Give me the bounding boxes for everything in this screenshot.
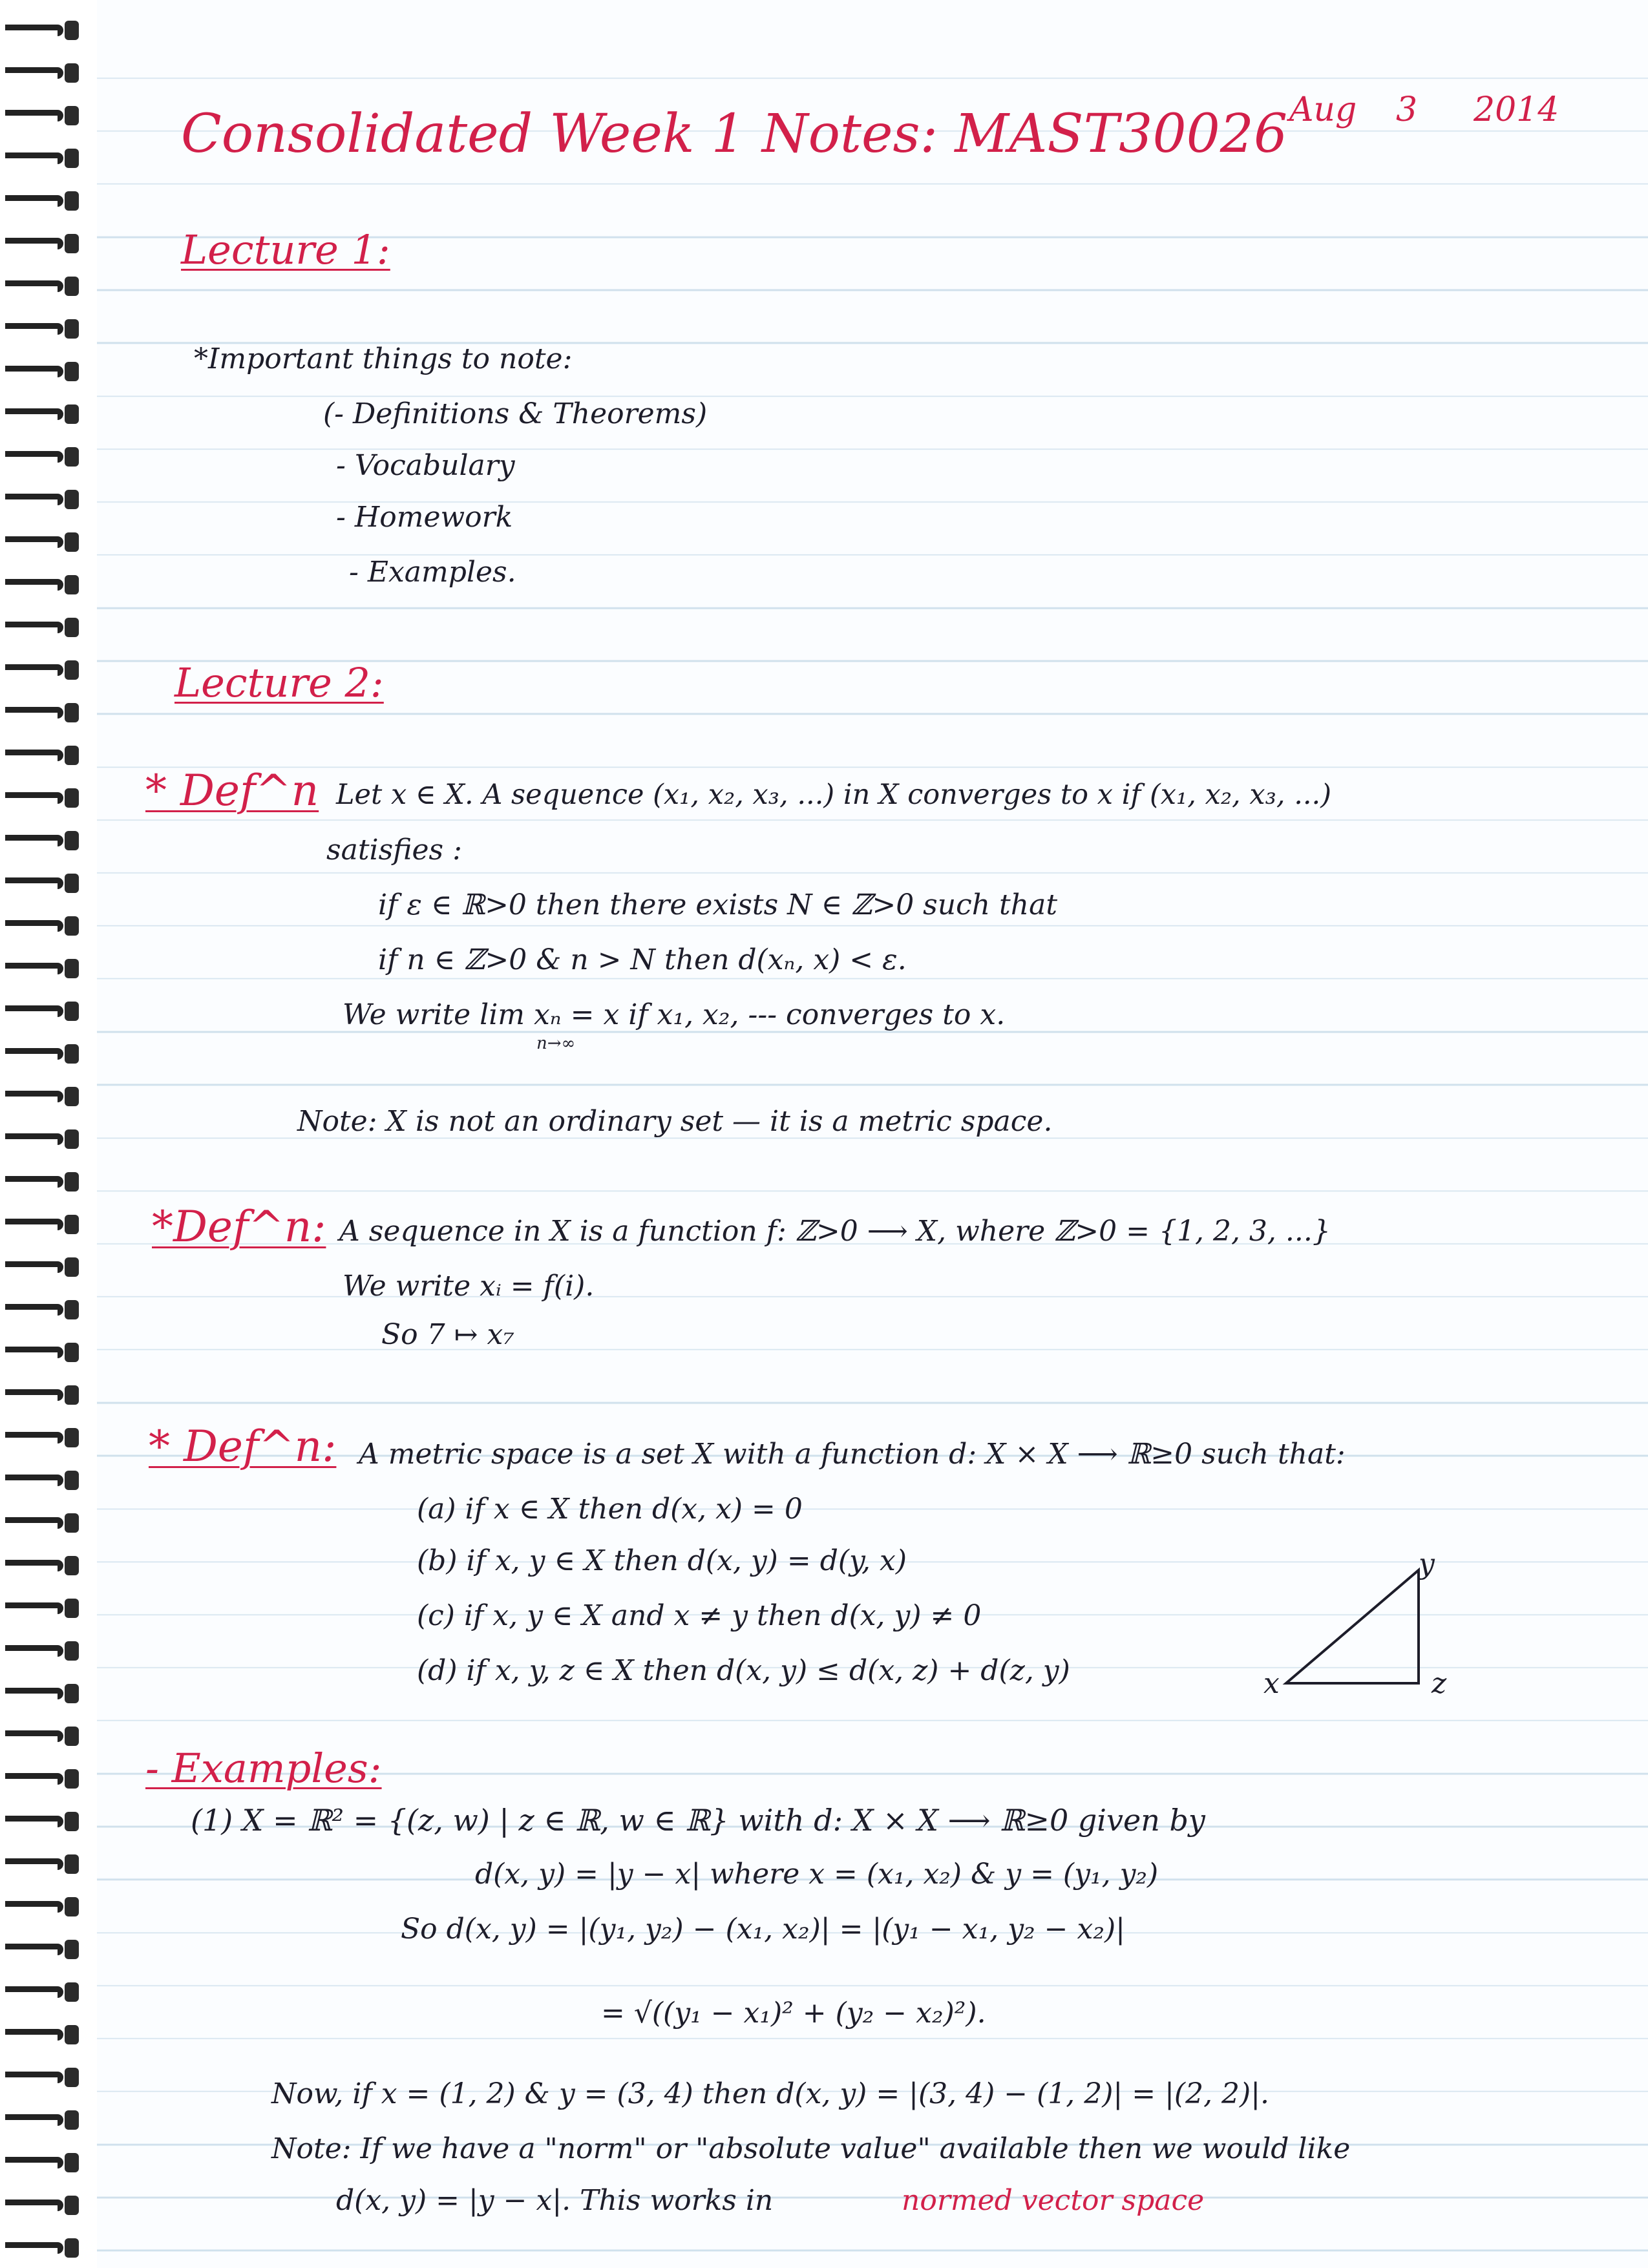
limit-subscript: n→∞ (536, 1034, 576, 1053)
punch-hole (65, 1343, 79, 1362)
coil-wire (5, 664, 63, 676)
coil-wire (5, 25, 63, 36)
punch-hole (65, 2153, 79, 2172)
def2-line: A sequence in X is a function f: ℤ>0 ⟶ X, where ℤ>0 = {1, 2, 3, ...} (339, 1215, 1331, 1248)
def1-line: if n ∈ ℤ>0 & n > N then d(xₙ, x) < ε. (378, 943, 907, 976)
coil-wire (5, 2157, 63, 2168)
coil-wire (5, 280, 63, 292)
punch-hole (65, 575, 79, 594)
punch-hole (65, 21, 79, 40)
coil-wire (5, 1944, 63, 1955)
examples-heading: - Examples: (145, 1745, 382, 1792)
coil-wire (5, 2114, 63, 2126)
triangle-label-y: y (1419, 1548, 1435, 1580)
spiral-coil (5, 1256, 76, 1278)
coil-wire (5, 963, 63, 974)
coil-wire (5, 2029, 63, 2041)
punch-hole (65, 746, 79, 765)
spiral-coil (5, 659, 76, 681)
spiral-coil (5, 1981, 76, 2003)
coil-wire (5, 920, 63, 932)
punch-hole (65, 831, 79, 850)
coil-wire (5, 238, 63, 249)
coil-wire (5, 1475, 63, 1486)
punch-hole (65, 1854, 79, 1874)
def3-line: A metric space is a set X with a function d: X × X ⟶ ℝ≥0 such that: (359, 1438, 1346, 1471)
def1-line: Let x ∈ X. A sequence (x₁, x₂, x₃, ...) in X converges to x if (x₁, x₂, x₃, ...) (336, 779, 1332, 811)
spiral-coil (5, 1597, 76, 1619)
punch-hole (65, 1556, 79, 1575)
punch-hole (65, 1385, 79, 1405)
spiral-coil (5, 446, 76, 468)
punch-hole (65, 1044, 79, 1064)
coil-wire (5, 1986, 63, 1998)
spiral-coil (5, 830, 76, 852)
spiral-coil (5, 403, 76, 425)
coil-wire (5, 110, 63, 121)
punch-hole (65, 1257, 79, 1277)
example-line: d(x, y) = |y − x|. This works in (336, 2184, 774, 2217)
punch-hole (65, 1471, 79, 1490)
spiral-coil (5, 1555, 76, 1577)
punch-hole (65, 959, 79, 978)
spiral-coil (5, 2152, 76, 2174)
spiral-coil (5, 744, 76, 766)
coil-wire (5, 1645, 63, 1657)
punch-hole (65, 106, 79, 125)
spiral-coil (5, 702, 76, 724)
punch-hole (65, 1599, 79, 1618)
punch-hole (65, 490, 79, 509)
punch-hole (65, 1087, 79, 1106)
coil-wire (5, 1730, 63, 1742)
coil-wire (5, 877, 63, 889)
example-line: Now, if x = (1, 2) & y = (3, 4) then d(x, y) = |(3, 4) − (1, 2)| = |(2, 2)|. (271, 2077, 1270, 2110)
punch-hole (65, 2068, 79, 2087)
coil-wire (5, 536, 63, 548)
spiral-coil (5, 1427, 76, 1449)
def3-line: (d) if x, y, z ∈ X then d(x, y) ≤ d(x, z) + d(z, y) (417, 1654, 1070, 1687)
coil-wire (5, 1176, 63, 1188)
coil-wire (5, 1816, 63, 1827)
coil-wire (5, 67, 63, 79)
coil-wire (5, 1560, 63, 1571)
def2-line: So 7 ↦ x₇ (381, 1318, 514, 1351)
coil-wire (5, 1901, 63, 1913)
important-note: *Important things to note: (194, 342, 573, 375)
punch-hole (65, 1684, 79, 1703)
spiral-coil (5, 787, 76, 809)
spiral-coil (5, 616, 76, 638)
punch-hole (65, 788, 79, 808)
lecture2-heading: Lecture 2: (174, 659, 384, 706)
normed-vector-space-phrase: normed vector space (902, 2184, 1205, 2217)
coil-wire (5, 1091, 63, 1102)
coil-wire (5, 1602, 63, 1614)
spiral-coil (5, 1086, 76, 1108)
spiral-coil (5, 62, 76, 84)
punch-hole (65, 1172, 79, 1192)
punch-hole (65, 2238, 79, 2258)
def1-line: satisfies : (326, 834, 462, 866)
coil-wire (5, 622, 63, 633)
spiral-coil (5, 1043, 76, 1065)
coil-wire (5, 2072, 63, 2083)
punch-hole (65, 2110, 79, 2130)
spiral-coil (5, 2024, 76, 2046)
lecture1-heading: Lecture 1: (181, 226, 390, 273)
spiral-coil (5, 531, 76, 553)
spiral-coil (5, 147, 76, 169)
triangle-label-x: x (1263, 1667, 1280, 1700)
punch-hole (65, 916, 79, 936)
punch-hole (65, 404, 79, 424)
spiral-coil (5, 1171, 76, 1193)
def3-line: (c) if x, y ∈ X and x ≠ y then d(x, y) ≠ 0 (417, 1599, 982, 1632)
punch-hole (65, 1428, 79, 1447)
punch-hole (65, 63, 79, 83)
spiral-coil (5, 1896, 76, 1918)
coil-wire (5, 494, 63, 505)
spiral-binding (0, 0, 97, 2268)
definition1-label: * Def^n (145, 766, 319, 815)
date-day: 3 (1396, 90, 1418, 129)
coil-wire (5, 579, 63, 591)
punch-hole (65, 2025, 79, 2044)
date-month: Aug (1289, 90, 1357, 129)
punch-hole (65, 234, 79, 253)
spiral-coil (5, 872, 76, 894)
punch-hole (65, 874, 79, 893)
example-line: (1) X = ℝ² = {(z, w) | z ∈ ℝ, w ∈ ℝ} with d: X × X ⟶ ℝ≥0 given by (191, 1803, 1205, 1838)
example-line: = √((y₁ − x₁)² + (y₂ − x₂)²). (601, 1997, 986, 2030)
coil-wire (5, 1432, 63, 1444)
spiral-coil (5, 1938, 76, 1960)
coil-wire (5, 366, 63, 377)
spiral-coil (5, 488, 76, 510)
coil-wire (5, 1005, 63, 1017)
spiral-coil (5, 2066, 76, 2088)
coil-wire (5, 1347, 63, 1358)
example-line: d(x, y) = |y − x| where x = (x₁, x₂) & y = (y₁, y₂) (475, 1858, 1159, 1891)
punch-hole (65, 362, 79, 381)
coil-wire (5, 1517, 63, 1529)
punch-hole (65, 1129, 79, 1149)
lecture1-item: (- Definitions & Theorems) (323, 397, 708, 430)
coil-wire (5, 152, 63, 164)
punch-hole (65, 149, 79, 168)
date-year: 2014 (1474, 90, 1559, 129)
spiral-coil (5, 1384, 76, 1406)
coil-wire (5, 1858, 63, 1870)
coil-wire (5, 1773, 63, 1785)
coil-wire (5, 2200, 63, 2211)
spiral-coil (5, 1768, 76, 1790)
spiral-coil (5, 1512, 76, 1534)
lecture1-item: - Examples. (349, 556, 516, 589)
example-note: Note: If we have a "norm" or "absolute value" available then we would like (271, 2132, 1351, 2165)
coil-wire (5, 1048, 63, 1060)
spiral-coil (5, 574, 76, 596)
coil-wire (5, 835, 63, 846)
spiral-coil (5, 1000, 76, 1022)
spiral-coil (5, 105, 76, 127)
spiral-coil (5, 1640, 76, 1662)
punch-hole (65, 1215, 79, 1234)
punch-hole (65, 660, 79, 680)
coil-wire (5, 792, 63, 804)
def3-line: (b) if x, y ∈ X then d(x, y) = d(y, x) (417, 1544, 907, 1577)
lecture1-item: - Vocabulary (336, 449, 515, 482)
spiral-coil (5, 275, 76, 297)
coil-wire (5, 1219, 63, 1230)
punch-hole (65, 618, 79, 637)
punch-hole (65, 277, 79, 296)
coil-wire (5, 2242, 63, 2254)
spiral-coil (5, 190, 76, 212)
def1-note: Note: X is not an ordinary set — it is a metric space. (297, 1105, 1053, 1138)
spiral-coil (5, 2194, 76, 2216)
spiral-coil (5, 318, 76, 340)
spiral-coil (5, 1299, 76, 1321)
spiral-coil (5, 1469, 76, 1491)
definition2-label: *Def^n: (152, 1202, 326, 1252)
coil-wire (5, 1304, 63, 1316)
punch-hole (65, 1641, 79, 1661)
punch-hole (65, 191, 79, 211)
spiral-coil (5, 1128, 76, 1150)
punch-hole (65, 1300, 79, 1319)
punch-hole (65, 532, 79, 552)
punch-hole (65, 1002, 79, 1021)
coil-wire (5, 451, 63, 463)
coil-wire (5, 323, 63, 335)
coil-wire (5, 1688, 63, 1699)
spiral-coil (5, 2237, 76, 2259)
def1-line: We write lim xₙ = x if x₁, x₂, --- converges to x. (343, 998, 1006, 1031)
punch-hole (65, 1513, 79, 1533)
punch-hole (65, 1812, 79, 1831)
spiral-coil (5, 1213, 76, 1235)
spiral-coil (5, 1853, 76, 1875)
spiral-coil (5, 1683, 76, 1705)
spiral-coil (5, 2109, 76, 2131)
spiral-coil (5, 233, 76, 255)
spiral-coil (5, 19, 76, 41)
punch-hole (65, 319, 79, 339)
coil-wire (5, 1133, 63, 1145)
spiral-coil (5, 361, 76, 383)
coil-wire (5, 750, 63, 761)
example-line: So d(x, y) = |(y₁, y₂) − (x₁, x₂)| = |(y₁ − x₁, y₂ − x₂)| (401, 1913, 1125, 1946)
punch-hole (65, 2196, 79, 2215)
triangle-label-z: z (1431, 1667, 1447, 1700)
def2-line: We write xᵢ = f(i). (343, 1270, 595, 1303)
punch-hole (65, 1940, 79, 1959)
coil-wire (5, 195, 63, 207)
punch-hole (65, 1769, 79, 1789)
spiral-coil (5, 1341, 76, 1363)
punch-hole (65, 1982, 79, 2002)
page-title: Consolidated Week 1 Notes: MAST30026 (181, 103, 1288, 165)
spiral-coil (5, 1811, 76, 1832)
def3-line: (a) if x ∈ X then d(x, x) = 0 (417, 1493, 803, 1526)
definition3-label: * Def^n: (149, 1422, 337, 1471)
spiral-coil (5, 915, 76, 937)
coil-wire (5, 1261, 63, 1273)
coil-wire (5, 1389, 63, 1401)
coil-wire (5, 408, 63, 420)
spiral-coil (5, 1725, 76, 1747)
coil-wire (5, 707, 63, 719)
punch-hole (65, 703, 79, 722)
punch-hole (65, 447, 79, 467)
punch-hole (65, 1897, 79, 1916)
punch-hole (65, 1727, 79, 1746)
spiral-coil (5, 958, 76, 980)
def1-line: if ε ∈ ℝ>0 then there exists N ∈ ℤ>0 such that (378, 888, 1057, 921)
lecture1-item: - Homework (336, 501, 513, 534)
